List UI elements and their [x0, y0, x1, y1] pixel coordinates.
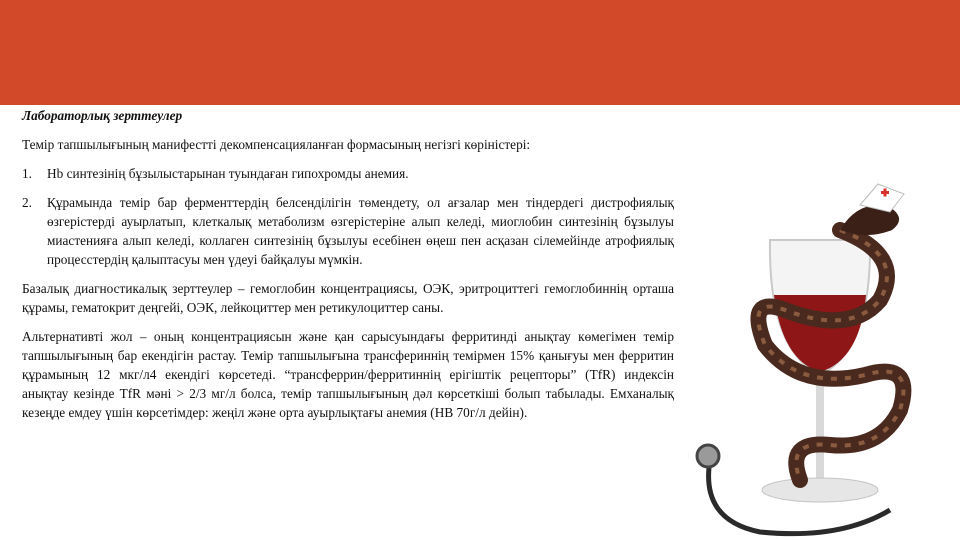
snake-wineglass-stethoscope-illustration	[690, 160, 960, 540]
slide-content	[22, 106, 674, 422]
alternative-method-text: Альтернативті жол – оның концентрациясын және қан сарысуындағы ферритинді анықтау көмегімен темір тапшылығының бар екендігін растау. Темір тапшылығына трансфериннің темірмен 15% қанығуы мен ферритин құрамының 12 мкг/л4 екендігі көрсетеді. “трансферрин/ферритиннің ерігіштік рецепторы” (TfR) индексін анықтау кезінде TfR мәні > 2/3 мг/л болса, темір тапшылығының дәл көрсеткіші болып табылады. Емханалық кезеңде емдеу үшін көрсетімдер: жеңіл және орта ауырлықтағы анемия (НВ 70г/л дейін).	[22, 329, 674, 420]
slide-heading: Лабораторлық зерттеулер	[22, 108, 183, 123]
list-item	[22, 164, 674, 183]
wineglass-base	[762, 478, 878, 502]
intro-text: Темір тапшылығының манифестті декомпенсацияланған формасының негізгі көріністері:	[22, 137, 531, 152]
list-number: 1.	[22, 166, 32, 181]
basal-diagnostics-text: Базалық диагностикалық зерттеулер – гемоглобин концентрациясы, ОЭК, эритроциттегі гемоглобиннің орташа құрамы, гематокрит деңгейі, ОЭК, лейкоциттер мен ретикулоциттер саны.	[22, 281, 674, 315]
wineglass-stem	[816, 373, 824, 483]
header-band	[0, 0, 960, 105]
list-number: 2.	[22, 195, 32, 210]
stethoscope-chestpiece	[697, 445, 719, 467]
cap-cross	[884, 189, 887, 197]
list-text: Hb синтезінің бұзылыстарынан туындаған гипохромды анемия.	[47, 166, 409, 181]
list-item	[22, 193, 674, 269]
list-text: Құрамында темір бар ферменттердің белсенділігін төмендету, ол ағзалар мен тіндердегі дистрофиялық өзгерістерді ауырлатып, клеткалық метаболизм өзгерістеріне алып келеді, миоглобин синтезінің бұзылуы миастенияға алып келеді, коллаген синтезінің бұзылуы есебінен өңеш пен асқазан сілемейінде атрофиялық процесстердің қалыптасуы мен үдеуі байқалуы мүмкін.	[47, 195, 674, 267]
